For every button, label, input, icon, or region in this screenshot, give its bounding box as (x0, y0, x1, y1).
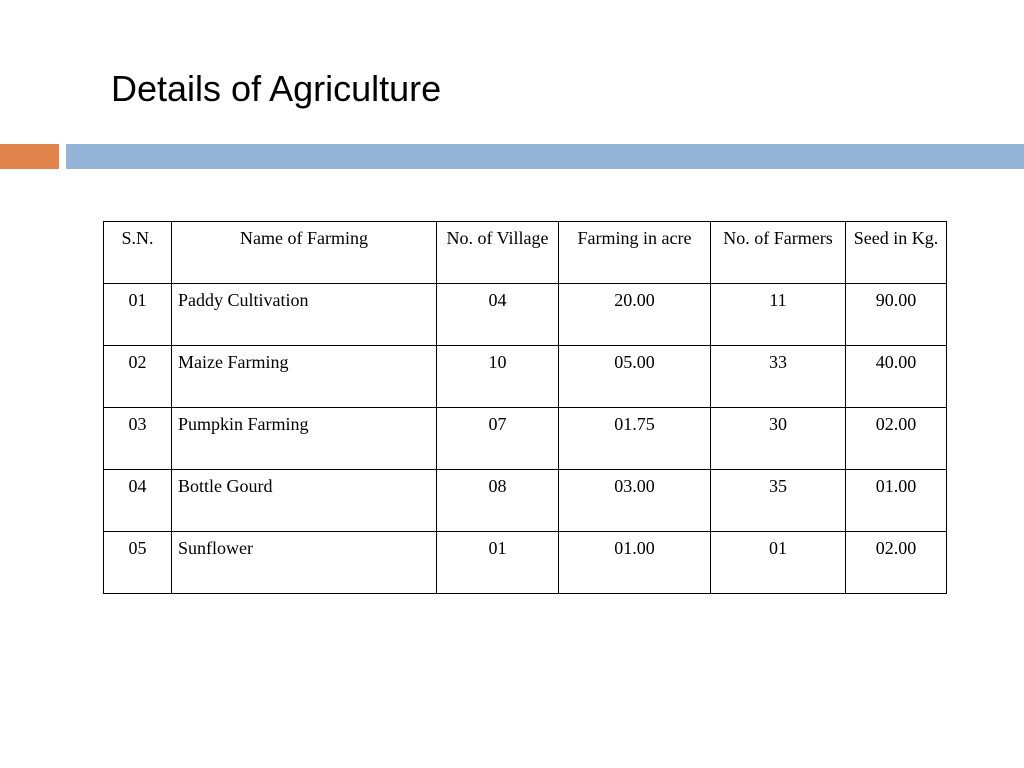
cell-farming-in-acre: 01.75 (559, 408, 711, 470)
cell-name-of-farming: Bottle Gourd (172, 470, 437, 532)
cell-no-of-village: 10 (437, 346, 559, 408)
header-seed-in-kg: Seed in Kg. (846, 222, 947, 284)
cell-seed-in-kg: 90.00 (846, 284, 947, 346)
table-row (104, 346, 947, 408)
header-farming-in-acre: Farming in acre (559, 222, 711, 284)
accent-bar-blue (66, 144, 1024, 169)
table-row (104, 284, 947, 346)
cell-seed-in-kg: 40.00 (846, 346, 947, 408)
cell-no-of-village: 01 (437, 532, 559, 594)
cell-no-of-farmers: 01 (711, 532, 846, 594)
header-sn: S.N. (104, 222, 172, 284)
cell-name-of-farming: Pumpkin Farming (172, 408, 437, 470)
table-row (104, 470, 947, 532)
cell-seed-in-kg: 02.00 (846, 408, 947, 470)
cell-sn: 01 (104, 284, 172, 346)
slide-title: Details of Agriculture (111, 68, 442, 109)
cell-sn: 03 (104, 408, 172, 470)
cell-seed-in-kg: 01.00 (846, 470, 947, 532)
cell-no-of-farmers: 30 (711, 408, 846, 470)
cell-no-of-farmers: 11 (711, 284, 846, 346)
cell-no-of-farmers: 35 (711, 470, 846, 532)
cell-no-of-village: 08 (437, 470, 559, 532)
table-row (104, 532, 947, 594)
cell-seed-in-kg: 02.00 (846, 532, 947, 594)
cell-name-of-farming: Sunflower (172, 532, 437, 594)
cell-no-of-village: 07 (437, 408, 559, 470)
table-row (104, 408, 947, 470)
cell-farming-in-acre: 01.00 (559, 532, 711, 594)
header-no-of-farmers: No. of Farmers (711, 222, 846, 284)
cell-name-of-farming: Maize Farming (172, 346, 437, 408)
cell-farming-in-acre: 20.00 (559, 284, 711, 346)
table-header-row (104, 222, 947, 284)
agriculture-table (103, 221, 947, 594)
header-no-of-village: No. of Village (437, 222, 559, 284)
cell-name-of-farming: Paddy Cultivation (172, 284, 437, 346)
cell-farming-in-acre: 03.00 (559, 470, 711, 532)
cell-farming-in-acre: 05.00 (559, 346, 711, 408)
header-name-of-farming: Name of Farming (172, 222, 437, 284)
cell-sn: 05 (104, 532, 172, 594)
cell-no-of-farmers: 33 (711, 346, 846, 408)
cell-sn: 02 (104, 346, 172, 408)
cell-sn: 04 (104, 470, 172, 532)
cell-no-of-village: 04 (437, 284, 559, 346)
accent-bar-orange (0, 144, 59, 169)
